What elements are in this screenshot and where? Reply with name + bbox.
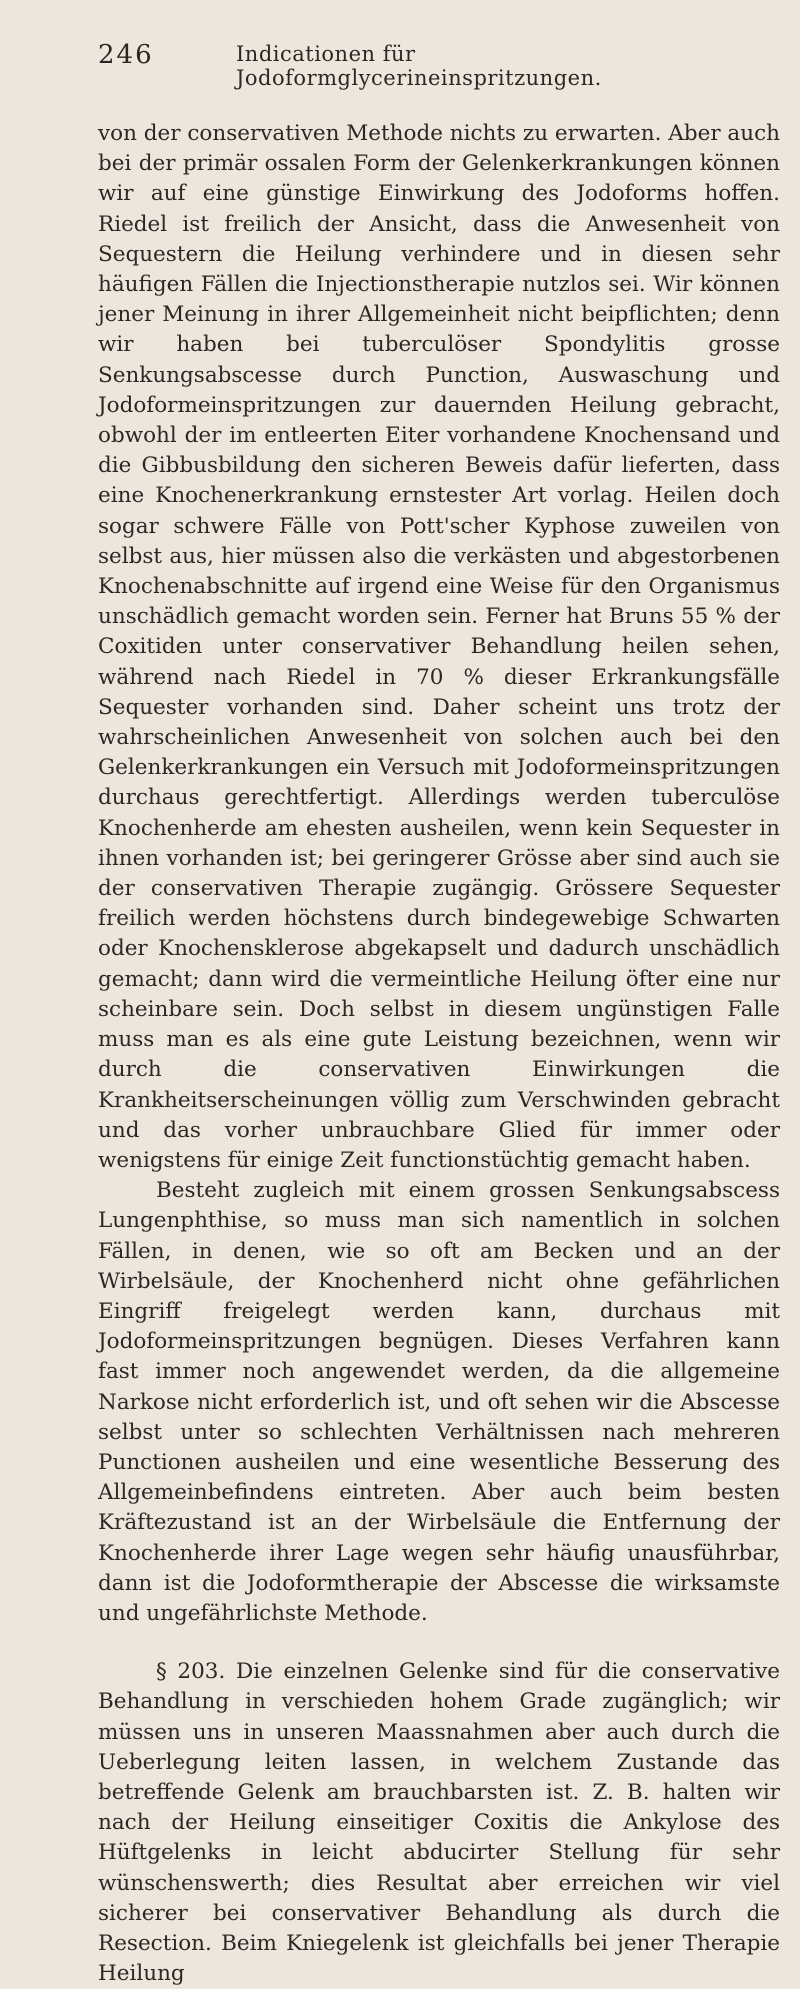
- paragraph-1: von der conservativen Methode nichts zu erwarten. Aber auch bei der primär ossalen Form der Gelenkerkrankungen können wir auf eine günstige Einwirkung des Jodoforms hoffen. Riedel ist freilich der Ansicht, dass die Anwesenheit von Sequestern die Heilung verhindere und in diesen sehr häufigen Fällen die Injectionstherapie nutzlos sei. Wir können jener Meinung in ihrer Allgemeinheit nicht beipflichten; denn wir haben bei tuberculöser Spondylitis grosse Senkungsabscesse durch Punction, Auswaschung und Jodoformeinspritzungen zur dauernden Heilung gebracht, obwohl der im entleerten Eiter vorhandene Knochensand und die Gibbusbildung den sicheren Beweis dafür lieferten, dass eine Knochenerkrankung ernstester Art vorlag. Heilen doch sogar schwere Fälle von Pott'scher Kyphose zuweilen von selbst aus, hier müssen also die verkästen und abgestorbenen Knochenabschnitte auf irgend eine Weise für den Organismus unschädlich gemacht worden sein. Ferner hat Bruns 55 % der Coxitiden unter conservativer Behandlung heilen sehen, während nach Riedel in 70 % dieser Erkrankungsfälle Sequester vorhanden sind. Daher scheint uns trotz der wahrscheinlichen Anwesenheit von solchen auch bei den Gelenkerkrankungen ein Versuch mit Jodoformeinspritzungen durchaus gerechtfertigt. Allerdings werden tuberculöse Knochenherde am ehesten ausheilen, wenn kein Sequester in ihnen vorhanden ist; bei geringerer Grösse aber sind auch sie der conservativen Therapie zugängig. Grössere Sequester freilich werden höchstens durch bindegewebige Schwarten oder Knochensklerose abgekapselt und dadurch unschädlich gemacht; dann wird die vermeintliche Heilung öfter eine nur scheinbare sein. Doch selbst in diesem ungünstigen Falle muss man es als eine gute Leistung bezeichnen, wenn wir durch die conservativen Einwirkungen die Krankheitserscheinungen völlig zum Verschwinden gebracht und das vorher unbrauchbare Glied für immer oder wenigstens für einige Zeit functionstüchtig gemacht haben.: [98, 121, 780, 1173]
- body-text: [98, 119, 780, 1989]
- page-number: 246: [98, 40, 154, 70]
- paragraph-section-203: § 203. Die einzelnen Gelenke sind für die conservative Behandlung in verschieden hohem Grade zugänglich; wir müssen uns in unseren Maassnahmen aber auch durch die Ueberlegung leiten lassen, in welchem Zustande das betreffende Gelenk am brauchbarsten ist. Z. B. halten wir nach der Heilung einseitiger Coxitis die Ankylose des Hüftgelenks in leicht abducirter Stellung für sehr wünschenswerth; dies Resultat aber erreichen wir viel sicherer bei conservativer Behandlung als durch die Resection. Beim Kniegelenk ist gleichfalls bei jener Therapie Heilung: [98, 1659, 780, 1987]
- paragraph-2: Besteht zugleich mit einem grossen Senkungsabscess Lungenphthise, so muss man sich namentlich in solchen Fällen, in denen, wie so oft am Becken und an der Wirbelsäule, der Knochenherd nicht ohne gefährlichen Eingriff freigelegt werden kann, durchaus mit Jodoformeinspritzungen begnügen. Dieses Verfahren kann fast immer noch angewendet werden, da die allgemeine Narkose nicht erforderlich ist, und oft sehen wir die Abscesse selbst unter so schlechten Verhältnissen nach mehreren Punctionen ausheilen und eine wesentliche Besserung des Allgemeinbefindens eintreten. Aber auch beim besten Kräftezustand ist an der Wirbelsäule die Entfernung der Knochenherde ihrer Lage wegen sehr häufig unausführbar, dann ist die Jodoformtherapie der Abscesse die wirksamste und ungefährlichste Methode.: [98, 1178, 780, 1626]
- page-header: [98, 40, 780, 90]
- running-title: Indicationen für Jodoformglycerineinspritzungen.: [236, 42, 602, 90]
